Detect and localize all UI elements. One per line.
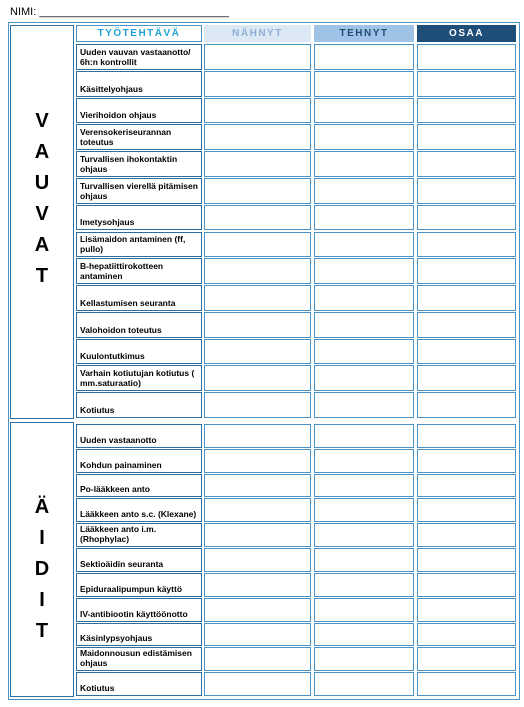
task-text: Maidonnousun edistämisen ohjaus [80, 648, 192, 669]
seen-cell[interactable] [204, 339, 311, 365]
can-cell[interactable] [417, 98, 516, 124]
seen-cell[interactable] [204, 523, 311, 547]
section-letter: T [35, 265, 49, 287]
task-label [76, 647, 202, 671]
task-label [76, 474, 202, 498]
task-label [76, 71, 202, 97]
seen-cell[interactable] [204, 449, 311, 473]
can-cell[interactable] [417, 498, 516, 522]
task-text: Lisämaidon antaminen (ff, pullo) [80, 234, 186, 255]
seen-cell[interactable] [204, 178, 311, 204]
section-letter: V [35, 110, 49, 132]
done-cell[interactable] [314, 205, 414, 231]
done-cell[interactable] [314, 44, 414, 70]
seen-cell[interactable] [204, 424, 311, 448]
done-cell[interactable] [314, 548, 414, 572]
can-cell[interactable] [417, 598, 516, 622]
seen-cell[interactable] [204, 258, 311, 284]
section-letter: U [34, 172, 50, 194]
task-text: Turvallisen ihokontaktin ohjaus [80, 153, 178, 174]
can-cell[interactable] [417, 124, 516, 150]
can-cell[interactable] [417, 623, 516, 647]
done-cell[interactable] [314, 258, 414, 284]
task-text: Kellastumisen seuranta [80, 297, 176, 308]
name-field-label: NIMI: _______________________________ [10, 6, 229, 18]
can-cell[interactable] [417, 205, 516, 231]
section-vauvat-column [10, 25, 74, 419]
done-cell[interactable] [314, 474, 414, 498]
task-text: B-hepatiittirokotteen antaminen [80, 261, 164, 282]
task-label [76, 312, 202, 338]
seen-cell[interactable] [204, 573, 311, 597]
task-label [76, 523, 202, 547]
seen-cell[interactable] [204, 151, 311, 177]
task-text: Uuden vastaanotto [80, 434, 157, 445]
done-cell[interactable] [314, 151, 414, 177]
header-done: TEHNYT [314, 25, 414, 42]
can-cell[interactable] [417, 449, 516, 473]
can-cell[interactable] [417, 44, 516, 70]
task-label [76, 392, 202, 418]
task-label [76, 623, 202, 647]
done-cell[interactable] [314, 98, 414, 124]
task-text: Lääkkeen anto i.m. (Rhophylac) [80, 524, 157, 545]
task-label [76, 598, 202, 622]
seen-cell[interactable] [204, 44, 311, 70]
task-label [76, 449, 202, 473]
task-label [76, 205, 202, 231]
seen-cell[interactable] [204, 623, 311, 647]
done-cell[interactable] [314, 672, 414, 696]
section-letter: V [35, 203, 49, 225]
task-label [76, 672, 202, 696]
header-seen: NÄHNYT [204, 25, 311, 42]
done-cell[interactable] [314, 424, 414, 448]
header-task: TYÖTEHTÄVÄ [76, 25, 202, 42]
task-label [76, 285, 202, 311]
task-text: Po-lääkkeen anto [80, 484, 150, 495]
task-text: Kotiutus [80, 682, 115, 693]
can-cell[interactable] [417, 672, 516, 696]
done-cell[interactable] [314, 449, 414, 473]
done-cell[interactable] [314, 523, 414, 547]
done-cell[interactable] [314, 285, 414, 311]
task-text: Sektioäidin seuranta [80, 558, 164, 569]
done-cell[interactable] [314, 365, 414, 391]
task-text: Käsittelyohjaus [80, 83, 143, 94]
task-label [76, 232, 202, 258]
section-vauvat-title [11, 106, 73, 292]
can-cell[interactable] [417, 285, 516, 311]
done-cell[interactable] [314, 312, 414, 338]
done-cell[interactable] [314, 573, 414, 597]
task-text: Kohdun painaminen [80, 459, 162, 470]
task-label [76, 573, 202, 597]
task-label [76, 178, 202, 204]
header-can: OSAA [417, 25, 516, 42]
seen-cell[interactable] [204, 548, 311, 572]
done-cell[interactable] [314, 124, 414, 150]
done-cell[interactable] [314, 232, 414, 258]
task-text: Imetysohjaus [80, 217, 135, 228]
section-letter: A [34, 234, 50, 256]
task-label [76, 498, 202, 522]
done-cell[interactable] [314, 392, 414, 418]
task-text: Käsinlypsyohjaus [80, 633, 153, 644]
task-label [76, 548, 202, 572]
done-cell[interactable] [314, 498, 414, 522]
seen-cell[interactable] [204, 312, 311, 338]
done-cell[interactable] [314, 71, 414, 97]
can-cell[interactable] [417, 312, 516, 338]
seen-cell[interactable] [204, 474, 311, 498]
done-cell[interactable] [314, 647, 414, 671]
task-text: Epiduraalipumpun käyttö [80, 583, 183, 594]
task-text: Turvallisen vierellä pitämisen ohjaus [80, 180, 198, 201]
seen-cell[interactable] [204, 365, 311, 391]
section-letter: T [35, 620, 49, 642]
can-cell[interactable] [417, 424, 516, 448]
can-cell[interactable] [417, 71, 516, 97]
can-cell[interactable] [417, 573, 516, 597]
task-label [76, 365, 202, 391]
can-cell[interactable] [417, 151, 516, 177]
task-text: Vierihoidon ohjaus [80, 110, 157, 121]
task-text: IV-antibiootin käyttöönotto [80, 608, 188, 619]
seen-cell[interactable] [204, 232, 311, 258]
can-cell[interactable] [417, 178, 516, 204]
task-text: Valohoidon toteutus [80, 324, 162, 335]
task-text: Kuulontutkimus [80, 351, 145, 362]
seen-cell[interactable] [204, 392, 311, 418]
task-label [76, 98, 202, 124]
seen-cell[interactable] [204, 498, 311, 522]
seen-cell[interactable] [204, 98, 311, 124]
can-cell[interactable] [417, 647, 516, 671]
seen-cell[interactable] [204, 124, 311, 150]
done-cell[interactable] [314, 339, 414, 365]
can-cell[interactable] [417, 258, 516, 284]
section-aidit-column [10, 422, 74, 697]
done-cell[interactable] [314, 178, 414, 204]
task-label [76, 424, 202, 448]
section-letter: I [39, 589, 45, 611]
task-label [76, 151, 202, 177]
can-cell[interactable] [417, 474, 516, 498]
section-letter: Ä [34, 496, 50, 518]
seen-cell[interactable] [204, 647, 311, 671]
seen-cell[interactable] [204, 598, 311, 622]
done-cell[interactable] [314, 623, 414, 647]
seen-cell[interactable] [204, 672, 311, 696]
can-cell[interactable] [417, 232, 516, 258]
task-text: Lääkkeen anto s.c. (Klexane) [80, 509, 197, 520]
task-text: Kotiutus [80, 404, 115, 415]
task-text: Varhain kotiutujan kotiutus ( mm.saturaatio) [80, 368, 195, 389]
seen-cell[interactable] [204, 205, 311, 231]
task-text: Uuden vauvan vastaanotto/ 6h:n kontrollit [80, 46, 191, 67]
section-letter: A [34, 141, 50, 163]
task-label [76, 124, 202, 150]
can-cell[interactable] [417, 339, 516, 365]
section-aidit-title [11, 492, 73, 647]
can-cell[interactable] [417, 392, 516, 418]
can-cell[interactable] [417, 548, 516, 572]
task-label [76, 258, 202, 284]
section-letter: I [39, 527, 45, 549]
can-cell[interactable] [417, 523, 516, 547]
task-label [76, 44, 202, 70]
done-cell[interactable] [314, 598, 414, 622]
task-label [76, 339, 202, 365]
seen-cell[interactable] [204, 71, 311, 97]
can-cell[interactable] [417, 365, 516, 391]
task-text: Verensokeriseurannan toteutus [80, 127, 172, 148]
section-letter: D [34, 558, 50, 580]
seen-cell[interactable] [204, 285, 311, 311]
